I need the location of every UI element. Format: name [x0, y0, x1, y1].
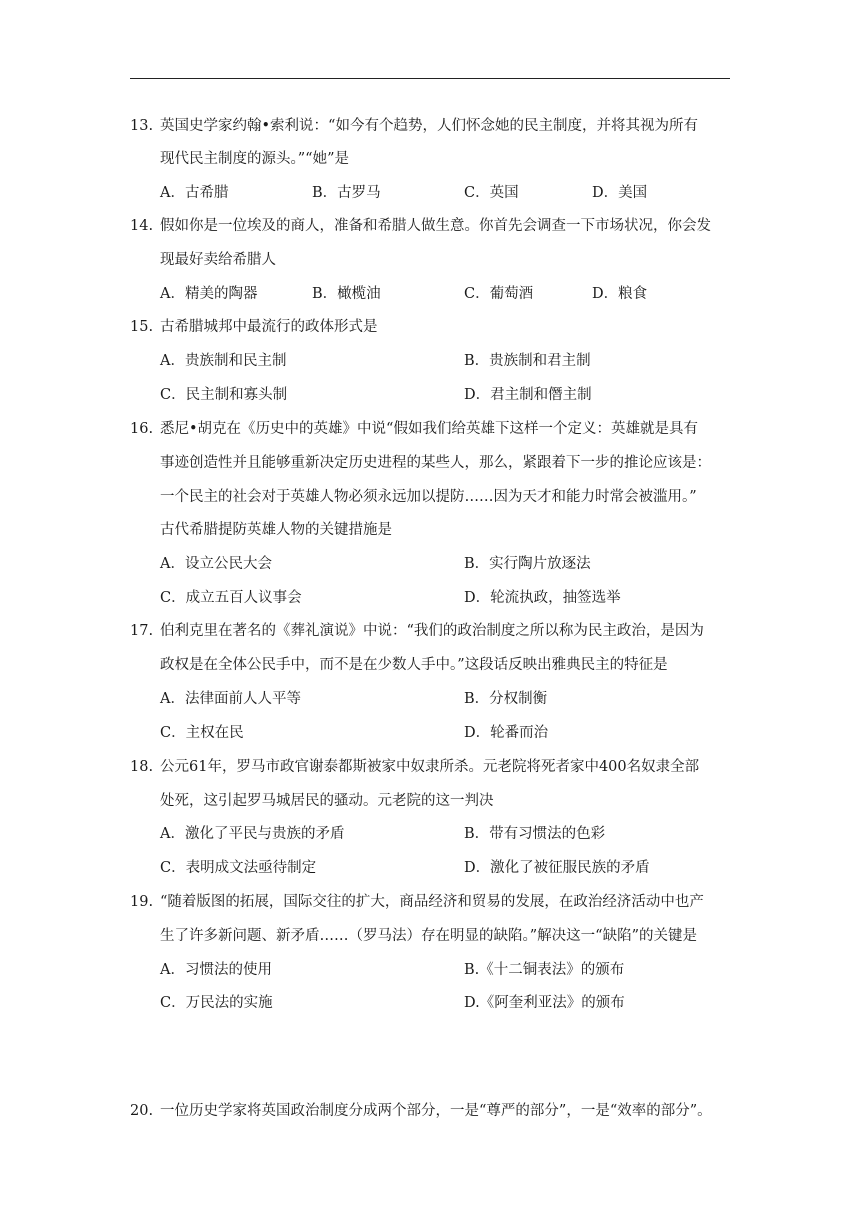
option-a: A．法律面前人人平等 — [160, 691, 301, 707]
option-d: D．君主制和僭主制 — [464, 387, 592, 403]
question-stem-line: 一个民主的社会对于英雄人物必须永远加以提防……因为天才和能力时常会被滥用。” — [160, 489, 697, 505]
question-stem-line: 公元61年，罗马市政官谢泰都斯被家中奴隶所杀。元老院将死者家中400名奴隶全部 — [160, 759, 700, 775]
question-stem-line: 现最好卖给希腊人 — [160, 252, 276, 268]
option-b: B.《十二铜表法》的颁布 — [464, 962, 625, 978]
option-d: D．轮流执政，抽签选举 — [464, 590, 621, 606]
question-stem-line: 生了许多新问题、新矛盾……（罗马法）存在明显的缺陷。”解决这一“缺陷”的关键是 — [160, 928, 697, 944]
question-number: 16. — [130, 421, 154, 437]
option-a: A．精美的陶器 — [160, 286, 258, 302]
option-c: C．主权在民 — [160, 725, 244, 741]
question-number: 17. — [130, 623, 154, 639]
question-number: 20. — [130, 1103, 154, 1119]
option-c: C．民主制和寡头制 — [160, 387, 288, 403]
option-a: A．古希腊 — [160, 185, 229, 201]
option-b: B．橄榄油 — [312, 286, 381, 302]
option-b: B．古罗马 — [312, 185, 381, 201]
option-b: B．实行陶片放逐法 — [464, 556, 591, 572]
question-stem-line: 古希腊城邦中最流行的政体形式是 — [160, 319, 378, 335]
question-stem-line: 政权是在全体公民手中，而不是在少数人手中。”这段话反映出雅典民主的特征是 — [160, 657, 668, 673]
option-c: C．表明成文法亟待制定 — [160, 860, 317, 876]
option-d: D．激化了被征服民族的矛盾 — [464, 860, 650, 876]
option-a: A．习惯法的使用 — [160, 962, 272, 978]
option-b: B．分权制衡 — [464, 691, 548, 707]
question-number: 14. — [130, 218, 154, 234]
question-stem-line: 事迹创造性并且能够重新决定历史进程的某些人，那么，紧跟着下一步的推论应该是： — [160, 455, 711, 471]
question-stem-line: 英国史学家约翰•索利说：“如今有个趋势，人们怀念她的民主制度，并将其视为所有 — [160, 118, 698, 134]
question-stem-line: “随着版图的拓展，国际交往的扩大，商品经济和贸易的发展，在政治经济活动中也产 — [160, 894, 704, 910]
question-stem-line: 伯利克里在著名的《葬礼演说》中说：“我们的政治制度之所以称为民主政治，是因为 — [160, 623, 704, 639]
option-c: C．万民法的实施 — [160, 995, 273, 1011]
option-c: C．英国 — [464, 185, 519, 201]
option-d: D.《阿奎利亚法》的颁布 — [464, 995, 625, 1011]
question-number: 15. — [130, 319, 154, 335]
question-stem-line: 假如你是一位埃及的商人，准备和希腊人做生意。你首先会调查一下市场状况，你会发 — [160, 218, 711, 234]
question-stem-line: 悉尼•胡克在《历史中的英雄》中说“假如我们给英雄下这样一个定义：英雄就是具有 — [160, 421, 698, 437]
option-d: D．轮番而治 — [464, 725, 549, 741]
option-a: A．贵族制和民主制 — [160, 353, 287, 369]
option-c: C．葡萄酒 — [464, 286, 534, 302]
question-stem-line: 一位历史学家将英国政治制度分成两个部分，一是“尊严的部分”，一是“效率的部分”。 — [160, 1103, 712, 1119]
option-b: B．带有习惯法的色彩 — [464, 826, 606, 842]
question-number: 19. — [130, 894, 154, 910]
question-stem-line: 现代民主制度的源头。”“她”是 — [160, 151, 349, 167]
question-number: 13. — [130, 118, 154, 134]
question-number: 18. — [130, 759, 154, 775]
question-stem-line: 古代希腊提防英雄人物的关键措施是 — [160, 522, 392, 538]
option-a: A．设立公民大会 — [160, 556, 272, 572]
option-b: B．贵族制和君主制 — [464, 353, 591, 369]
question-stem-line: 处死，这引起罗马城居民的骚动。元老院的这一判决 — [160, 793, 494, 809]
option-d: D．美国 — [592, 185, 648, 201]
option-c: C．成立五百人议事会 — [160, 590, 302, 606]
option-d: D．粮食 — [592, 286, 648, 302]
header-rule — [130, 78, 730, 79]
option-a: A．激化了平民与贵族的矛盾 — [160, 826, 345, 842]
